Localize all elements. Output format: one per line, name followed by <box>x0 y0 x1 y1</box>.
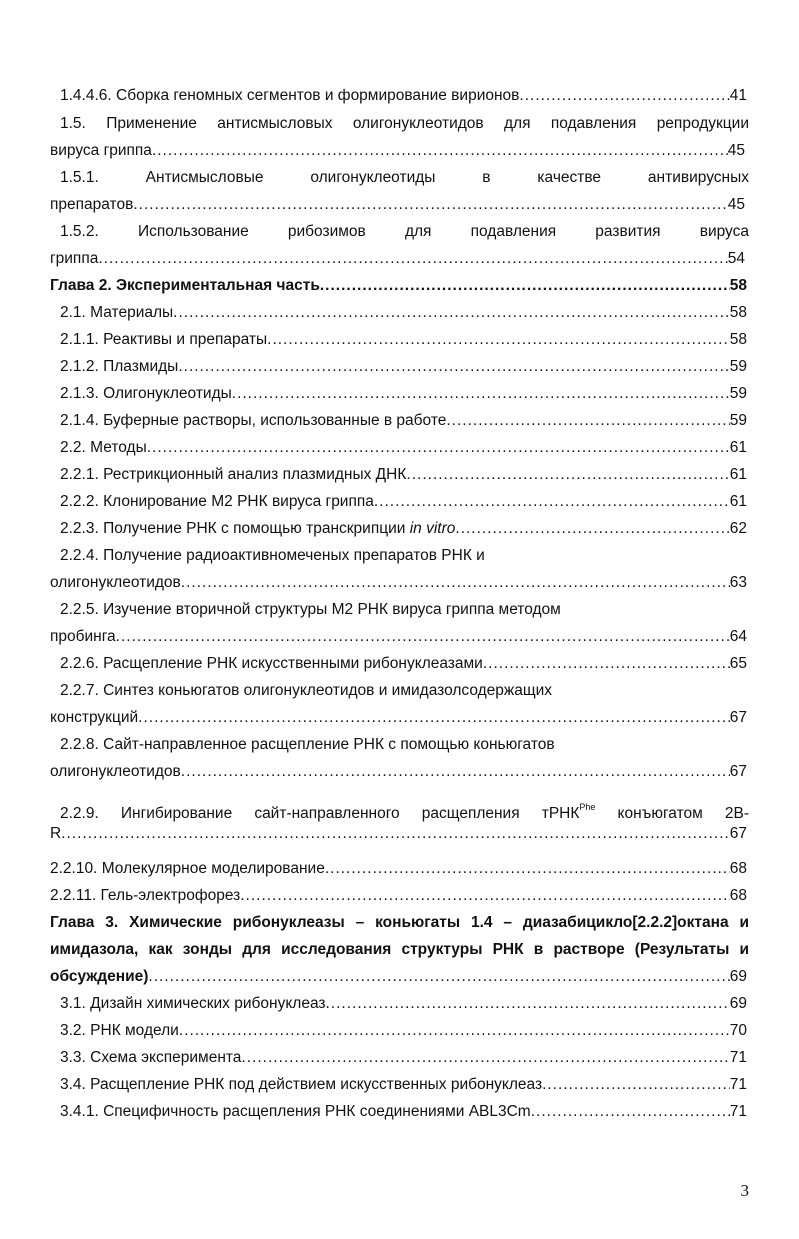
leader-dots <box>133 195 727 215</box>
toc-entry-title-italic: in vitro <box>409 520 456 537</box>
toc-entry-title-cont: олигонуклеотидов <box>50 574 181 591</box>
toc-entry-page: 71 <box>729 1049 747 1066</box>
toc-entry[interactable] <box>50 708 747 728</box>
toc-entry-title: 3.4.1. Специфичность расщепления РНК соединениями ABL3Cm <box>60 1103 531 1120</box>
toc-entry-title: 3.2. РНК модели <box>60 1022 179 1039</box>
leader-dots <box>178 357 729 377</box>
toc-entry[interactable] <box>50 195 745 215</box>
toc-entry[interactable] <box>50 762 747 782</box>
toc-entry-title: 2.2.1. Рестрикционный анализ плазмидных ДНК <box>60 466 407 483</box>
toc-entry[interactable] <box>50 249 745 269</box>
leader-dots <box>138 708 730 728</box>
toc-entry-title: 2.1.4. Буферные растворы, использованные в работе <box>60 412 447 429</box>
toc-entry-title: 3.3. Схема эксперимента <box>60 1049 242 1066</box>
leader-dots <box>542 1075 730 1095</box>
toc-entry-title: 1.5. Применение антисмысловых олигонуклеотидов для подавления репродукции <box>60 115 749 132</box>
toc-chapter-title: Глава 3. Химические рибонуклеазы – коньюгаты 1.4 – диазабицикло[2.2.2]октана и <box>50 914 749 931</box>
leader-dots <box>325 859 730 879</box>
toc-entry[interactable] <box>60 86 747 106</box>
toc-entry-title <box>60 519 455 539</box>
toc-entry-title: 2.2.10. Молекулярное моделирование <box>50 860 325 877</box>
toc-entry-title: 3.1. Дизайн химических рибонуклеаз <box>60 995 326 1012</box>
toc-entry[interactable] <box>60 303 747 323</box>
leader-dots <box>98 249 727 269</box>
toc-entry-title: 2.2.8. Сайт-направленное расщепление РНК с помощью коньюгатов <box>60 736 555 753</box>
toc-entry-title: 3.4. Расщепление РНК под действием искусственных рибонуклеаз <box>60 1076 543 1093</box>
toc-entry-title: 1.5.1. Антисмысловые олигонуклеотиды в качестве антивирусных <box>60 169 749 186</box>
toc-entry[interactable] <box>60 519 747 539</box>
toc-entry[interactable] <box>60 411 747 431</box>
leader-dots <box>406 465 729 485</box>
toc-entry-title-main: 2.2.3. Получение РНК с помощью транскрипции <box>60 520 406 537</box>
toc-entry-page: 61 <box>729 466 747 483</box>
toc-entry-page: 68 <box>729 887 747 904</box>
toc-entry[interactable] <box>50 573 747 593</box>
toc-entry[interactable] <box>50 886 747 906</box>
toc-entry-page: 54 <box>727 250 745 267</box>
leader-dots <box>148 967 729 987</box>
toc-entry[interactable] <box>50 859 747 879</box>
leader-dots <box>267 330 730 350</box>
toc-entry-title-cont: конструкций <box>50 709 139 726</box>
toc-entry[interactable] <box>60 1048 747 1068</box>
toc-entry-page: 58 <box>729 304 747 321</box>
toc-entry-page: 63 <box>729 574 747 591</box>
leader-dots <box>181 762 730 782</box>
toc-entry-title-cont: гриппа <box>50 250 99 267</box>
toc-entry-title: 2.2.4. Получение радиоактивномеченых препаратов РНК и <box>60 547 485 564</box>
leader-dots <box>326 994 730 1014</box>
superscript-phe: Phe <box>579 802 596 812</box>
leader-dots <box>116 627 730 647</box>
page-number: 3 <box>740 1181 749 1200</box>
toc-entry[interactable] <box>60 330 747 350</box>
leader-dots <box>241 1048 729 1068</box>
toc-entry-page: 45 <box>727 196 745 213</box>
toc-entry[interactable] <box>60 384 747 404</box>
toc-entry-title-cont: олигонуклеотидов <box>50 763 181 780</box>
toc-entry[interactable] <box>60 1021 747 1041</box>
toc-entry-page: 58 <box>729 277 747 294</box>
toc-chapter[interactable] <box>50 276 747 296</box>
toc-entry[interactable] <box>60 654 747 674</box>
toc-entry[interactable] <box>60 357 747 377</box>
leader-dots <box>152 141 728 161</box>
leader-dots <box>446 411 729 431</box>
toc-entry-page: 65 <box>729 655 747 672</box>
toc-entry-page: 61 <box>729 439 747 456</box>
toc-entry[interactable] <box>60 492 747 512</box>
toc-entry-title: 2.2. Методы <box>60 439 147 456</box>
leader-dots <box>240 886 730 906</box>
toc-entry-title: 2.2.6. Расщепление РНК искусственными рибонуклеазами <box>60 655 483 672</box>
leader-dots <box>181 573 730 593</box>
toc-entry-title: 2.2.5. Изучение вторичной структуры М2 РНК вируса гриппа методом <box>60 601 561 618</box>
toc-entry-page: 71 <box>729 1076 747 1093</box>
leader-dots <box>374 492 730 512</box>
toc-entry-page: 58 <box>729 331 747 348</box>
leader-dots <box>61 824 730 844</box>
toc-entry[interactable] <box>60 465 747 485</box>
toc-entry-title: 2.2.11. Гель-электрофорез <box>50 887 241 904</box>
toc-entry-title: 2.2.2. Клонирование М2 РНК вируса гриппа <box>60 493 374 510</box>
toc-entry-title-rest: конъюгатом 2В- <box>617 805 749 822</box>
toc-entry-page: 67 <box>729 825 747 842</box>
leader-dots <box>179 1021 730 1041</box>
leader-dots <box>531 1102 730 1122</box>
toc-entry-page: 59 <box>729 385 747 402</box>
toc-chapter-title-cont: обсуждение) <box>50 968 149 985</box>
toc-entry[interactable] <box>60 994 747 1014</box>
toc-entry-title: 2.1. Материалы <box>60 304 174 321</box>
leader-dots <box>147 438 730 458</box>
toc-entry-title-cont: вируса гриппа <box>50 142 152 159</box>
toc-entry-title-cont: пробинга <box>50 628 116 645</box>
toc-entry-title-main: 2.2.9. Ингибирование сайт-направленного расщепления тРНК <box>60 805 580 822</box>
toc-entry[interactable] <box>50 824 747 844</box>
leader-dots <box>232 384 730 404</box>
toc-entry-title: 2.1.1. Реактивы и препараты <box>60 331 268 348</box>
toc-entry-title: 2.2.7. Синтез коньюгатов олигонуклеотидов и имидазолсодержащих <box>60 682 553 699</box>
toc-entry-title: 2.1.3. Олигонуклеотиды <box>60 385 232 402</box>
toc-entry-page: 64 <box>729 628 747 645</box>
toc-entry[interactable] <box>60 1102 747 1122</box>
toc-entry-page: 71 <box>729 1103 747 1120</box>
toc-entry-page: 69 <box>729 968 747 985</box>
leader-dots <box>455 519 729 539</box>
toc-entry-page: 70 <box>729 1022 747 1039</box>
toc-entry-page: 62 <box>729 520 747 537</box>
toc-entry[interactable] <box>60 1075 747 1095</box>
toc-entry-page: 61 <box>729 493 747 510</box>
leader-dots <box>320 276 730 296</box>
toc-entry-page: 67 <box>729 763 747 780</box>
leader-dots <box>173 303 730 323</box>
toc-entry-page: 59 <box>729 358 747 375</box>
toc-entry-page: 68 <box>729 860 747 877</box>
toc-entry-title <box>60 796 749 825</box>
toc-entry[interactable] <box>50 627 747 647</box>
leader-dots <box>483 654 730 674</box>
toc-entry-page: 45 <box>727 142 745 159</box>
toc-entry-page: 67 <box>729 709 747 726</box>
toc-entry-title: 1.4.4.6. Сборка геномных сегментов и формирование вирионов <box>60 87 520 104</box>
toc-entry-page: 41 <box>729 87 747 104</box>
toc-entry[interactable] <box>60 438 747 458</box>
toc-entry-title: 2.1.2. Плазмиды <box>60 358 179 375</box>
toc-entry-page: 59 <box>729 412 747 429</box>
toc-entry-title-cont: препаратов <box>50 196 134 213</box>
leader-dots <box>519 86 729 106</box>
toc-entry-title: 1.5.2. Использование рибозимов для подавления развития вируса <box>60 223 749 240</box>
toc-entry-title-cont: R <box>50 825 62 842</box>
toc-chapter-title: Глава 2. Экспериментальная часть <box>50 277 320 294</box>
toc-chapter-title-cont: имидазола, как зонды для исследования структуры РНК в растворе (Результаты и <box>50 941 749 958</box>
toc-entry[interactable] <box>50 141 745 161</box>
toc-chapter[interactable] <box>50 967 747 987</box>
toc-entry-page: 69 <box>729 995 747 1012</box>
